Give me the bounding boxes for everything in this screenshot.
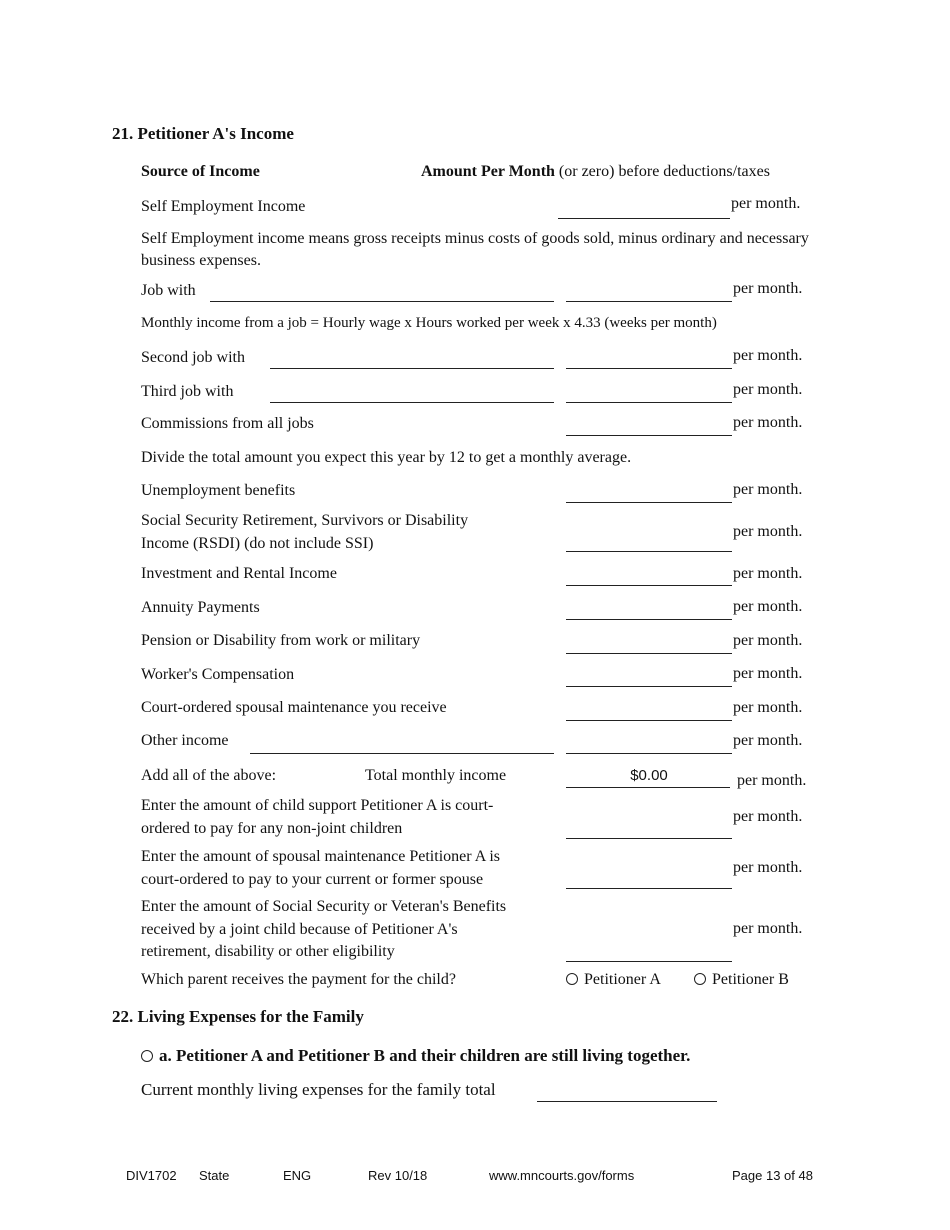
per-month-label: per month. <box>733 523 803 540</box>
third-job-employer-field[interactable] <box>270 402 554 403</box>
footer-url[interactable]: www.mncourts.gov/forms <box>489 1168 635 1183</box>
current-expenses-label: Current monthly living expenses for the family total <box>141 1080 496 1099</box>
footer-form-id: DIV1702 <box>126 1168 177 1183</box>
spousal-receive-label: Court-ordered spousal maintenance you receive <box>141 699 447 716</box>
per-month-label: per month. <box>733 414 803 431</box>
footer-language: ENG <box>283 1168 312 1183</box>
spousal-pay-label-line2: court-ordered to pay to your current or former spouse <box>141 871 484 888</box>
second-job-amount-field[interactable] <box>566 368 732 369</box>
other-income-label: Other income <box>141 732 229 749</box>
second-job-label: Second job with <box>141 349 245 366</box>
per-month-label: per month. <box>733 481 803 498</box>
third-job-amount-field[interactable] <box>566 402 732 403</box>
job-note: Monthly income from a job = Hourly wage x Hours worked per week x 4.33 (weeks per month) <box>141 315 717 331</box>
radio-petitioner-b[interactable]: Petitioner B <box>694 971 789 989</box>
footer-state: State <box>199 1168 230 1183</box>
self-employment-amount-field[interactable] <box>558 218 730 219</box>
radio-circle-icon <box>566 973 578 985</box>
self-employment-label: Self Employment Income <box>141 198 306 215</box>
child-support-label-line1: Enter the amount of child support Petitioner A is court- <box>141 797 494 814</box>
ss-vet-amount-field[interactable] <box>566 961 732 962</box>
per-month-label: per month. <box>733 808 803 825</box>
unemployment-amount-field[interactable] <box>566 502 732 503</box>
spousal-pay-amount-field[interactable] <box>566 888 732 889</box>
other-income-amount-field[interactable] <box>566 753 732 754</box>
ss-vet-label-line2: received by a joint child because of Petitioner A's <box>141 921 458 938</box>
per-month-label: per month. <box>731 195 801 212</box>
ss-vet-label-line1: Enter the amount of Social Security or Veteran's Benefits <box>141 898 507 915</box>
pension-label: Pension or Disability from work or military <box>141 632 421 649</box>
per-month-label: per month. <box>733 699 803 716</box>
per-month-label: per month. <box>733 859 803 876</box>
workers-comp-amount-field[interactable] <box>566 686 732 687</box>
rsdi-amount-field[interactable] <box>566 551 732 552</box>
commissions-label: Commissions from all jobs <box>141 415 314 432</box>
rsdi-label-line2: Income (RSDI) (do not include SSI) <box>141 535 374 552</box>
other-income-source-field[interactable] <box>250 753 554 754</box>
per-month-label: per month. <box>733 381 803 398</box>
child-support-amount-field[interactable] <box>566 838 732 839</box>
self-employment-note: Self Employment income means gross receipts minus costs of goods sold, minus ordinary and necessary business expenses. <box>141 230 809 269</box>
living-together-option[interactable]: a. Petitioner A and Petitioner B and their children are still living together. <box>141 1046 690 1066</box>
col-source-header: Source of Income <box>141 163 260 180</box>
radio-circle-icon <box>141 1050 153 1062</box>
annuity-label: Annuity Payments <box>141 599 260 616</box>
commissions-amount-field[interactable] <box>566 435 732 436</box>
radio-circle-icon <box>694 973 706 985</box>
add-all-label: Add all of the above: <box>141 767 277 784</box>
rsdi-label-line1: Social Security Retirement, Survivors or Disability <box>141 512 469 529</box>
child-support-label-line2: ordered to pay for any non-joint children <box>141 820 403 837</box>
footer-revision: Rev 10/18 <box>368 1168 428 1183</box>
per-month-label: per month. <box>733 632 803 649</box>
ss-vet-label-line3: retirement, disability or other eligibility <box>141 943 395 960</box>
per-month-label: per month. <box>733 347 803 364</box>
third-job-label: Third job with <box>141 383 234 400</box>
unemployment-label: Unemployment benefits <box>141 482 296 499</box>
commissions-note: Divide the total amount you expect this year by 12 to get a monthly average. <box>141 449 632 466</box>
annuity-amount-field[interactable] <box>566 619 732 620</box>
total-monthly-income-value[interactable]: $0.00 <box>630 767 668 784</box>
workers-comp-label: Worker's Compensation <box>141 666 295 683</box>
per-month-label: per month. <box>733 665 803 682</box>
investment-amount-field[interactable] <box>566 585 732 586</box>
col-amount-header: Amount Per Month (or zero) before deductions/taxes <box>421 163 770 180</box>
investment-label: Investment and Rental Income <box>141 565 337 582</box>
spousal-receive-amount-field[interactable] <box>566 720 732 721</box>
per-month-label: per month. <box>733 280 803 297</box>
section-22-title: 22. Living Expenses for the Family <box>112 1007 364 1026</box>
per-month-label: per month. <box>733 732 803 749</box>
job-employer-field[interactable] <box>210 301 554 302</box>
job-amount-field[interactable] <box>566 301 732 302</box>
radio-petitioner-a[interactable]: Petitioner A <box>566 971 661 989</box>
per-month-label: per month. <box>733 598 803 615</box>
pension-amount-field[interactable] <box>566 653 732 654</box>
which-parent-label: Which parent receives the payment for the child? <box>141 971 456 988</box>
total-monthly-label: Total monthly income <box>365 767 507 784</box>
total-monthly-income-field <box>566 787 730 788</box>
current-expenses-field[interactable] <box>537 1101 717 1102</box>
spousal-pay-label-line1: Enter the amount of spousal maintenance Petitioner A is <box>141 848 501 865</box>
per-month-label: per month. <box>737 772 807 789</box>
per-month-label: per month. <box>733 565 803 582</box>
second-job-employer-field[interactable] <box>270 368 554 369</box>
footer-page-number: Page 13 of 48 <box>732 1168 813 1183</box>
job-with-label: Job with <box>141 282 196 299</box>
per-month-label: per month. <box>733 920 803 937</box>
section-21-title: 21. Petitioner A's Income <box>112 124 294 143</box>
